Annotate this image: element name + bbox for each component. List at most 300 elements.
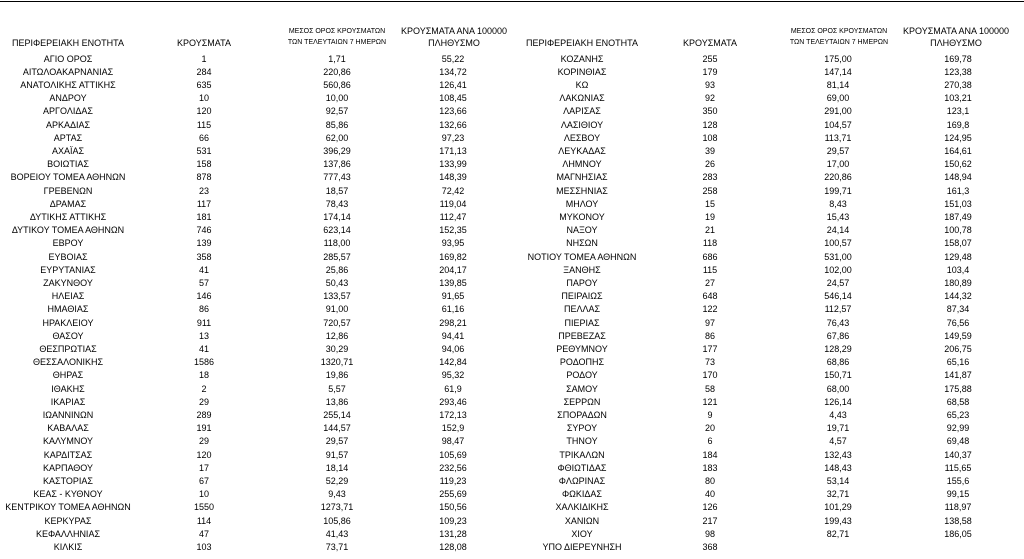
cell-left-region: ΑΙΤΩΛΟΑΚΑΡΝΑΝΙΑΣ xyxy=(22,66,114,77)
table-row xyxy=(0,264,1024,277)
cell-right-cases: 648 xyxy=(702,291,718,302)
cell-left-avg7: 18,14 xyxy=(325,462,349,473)
cell-right-cases: 6 xyxy=(707,436,713,447)
cell-right-cases: 58 xyxy=(704,383,715,394)
cell-left-avg7: 255,14 xyxy=(323,409,351,420)
cell-left-region: ΔΡΑΜΑΣ xyxy=(49,198,87,209)
cell-right-avg7: 112,57 xyxy=(824,304,852,315)
table-row xyxy=(0,185,1024,198)
cell-right-region: ΚΟΖΑΝΗΣ xyxy=(560,53,604,64)
cell-left-per100k: 169,82 xyxy=(439,251,467,262)
cell-right-cases: 179 xyxy=(702,66,718,77)
cell-left-avg7: 133,57 xyxy=(323,291,351,302)
cell-left-avg7: 720,57 xyxy=(323,317,351,328)
cell-right-region: ΡΟΔΟΥ xyxy=(566,370,598,381)
cell-right-region: ΠΕΙΡΑΙΩΣ xyxy=(561,291,603,302)
table-row xyxy=(0,409,1024,422)
cell-right-cases: 283 xyxy=(702,172,718,183)
cell-left-region: ΑΡΤΑΣ xyxy=(53,132,83,143)
cell-left-region: ΓΡΕΒΕΝΩΝ xyxy=(43,185,93,196)
cell-right-avg7: 531,00 xyxy=(824,251,852,262)
cell-right-per100k: 180,89 xyxy=(944,277,972,288)
cell-left-region: ΗΛΕΙΑΣ xyxy=(51,291,85,302)
cell-right-region: ΜΕΣΣΗΝΙΑΣ xyxy=(556,185,608,196)
cell-left-per100k: 94,41 xyxy=(441,330,465,341)
cell-right-region: ΤΡΙΚΑΛΩΝ xyxy=(559,449,605,460)
cell-left-cases: 284 xyxy=(196,66,212,77)
cell-left-avg7: 623,14 xyxy=(323,225,351,236)
cell-right-avg7: 19,71 xyxy=(826,423,850,434)
cell-right-region: ΛΑΚΩΝΙΑΣ xyxy=(559,93,605,104)
cell-left-region: ΔΥΤΙΚΗΣ ΑΤΤΙΚΗΣ xyxy=(29,211,107,222)
cell-right-per100k: 161,3 xyxy=(946,185,970,196)
cell-left-per100k: 128,08 xyxy=(439,541,467,552)
cell-right-avg7: 69,00 xyxy=(826,93,850,104)
cell-left-cases: 117 xyxy=(196,198,212,209)
cell-left-avg7: 10,00 xyxy=(325,93,349,104)
cell-right-avg7: 291,00 xyxy=(824,106,852,117)
cell-right-region: ΣΠΟΡΑΔΩΝ xyxy=(557,409,607,420)
cell-left-per100k: 123,66 xyxy=(439,106,467,117)
cell-left-per100k: 132,66 xyxy=(439,119,467,130)
cell-left-per100k: 172,13 xyxy=(439,409,467,420)
cell-left-region: ΘΕΣΣΑΛΟΝΙΚΗΣ xyxy=(32,357,104,368)
cell-right-cases: 170 xyxy=(702,370,718,381)
cell-right-cases: 217 xyxy=(702,515,718,526)
cell-right-region: ΛΕΥΚΑΔΑΣ xyxy=(558,145,606,156)
cell-left-avg7: 91,57 xyxy=(325,449,349,460)
cell-right-cases: 40 xyxy=(704,489,715,500)
cell-right-region: ΦΘΙΩΤΙΔΑΣ xyxy=(557,462,607,473)
table-row xyxy=(0,449,1024,462)
cell-left-cases: 2 xyxy=(201,383,207,394)
cell-left-avg7: 777,43 xyxy=(323,172,351,183)
table-row xyxy=(0,303,1024,316)
cell-left-avg7: 18,57 xyxy=(325,185,349,196)
cell-left-per100k: 95,32 xyxy=(441,370,465,381)
cell-left-avg7: 13,86 xyxy=(325,396,349,407)
cell-left-cases: 103 xyxy=(196,541,212,552)
cell-left-region: ΚΑΒΑΛΑΣ xyxy=(47,423,89,434)
cell-right-region: ΡΟΔΟΠΗΣ xyxy=(559,357,605,368)
header-per-left-line1: ΚΡΟΥΣΜΑΤΑ ΑΝΑ 100000 xyxy=(401,26,507,36)
cell-right-avg7: 150,71 xyxy=(824,370,852,381)
cell-left-per100k: 298,21 xyxy=(439,317,467,328)
cell-right-per100k: 169,8 xyxy=(946,119,970,130)
cell-left-per100k: 61,16 xyxy=(441,304,465,315)
cell-left-region: ΚΕΦΑΛΛΗΝΙΑΣ xyxy=(35,528,101,539)
cell-left-avg7: 285,57 xyxy=(323,251,351,262)
cell-right-per100k: 138,58 xyxy=(944,515,972,526)
cell-left-cases: 86 xyxy=(198,304,209,315)
cell-left-cases: 289 xyxy=(196,409,212,420)
table-row xyxy=(0,92,1024,105)
cell-right-per100k: 129,48 xyxy=(944,251,972,262)
cell-left-region: ΚΕΝΤΡΙΚΟΥ ΤΟΜΕΑ ΑΘΗΝΩΝ xyxy=(5,502,131,513)
cell-left-cases: 635 xyxy=(196,79,212,90)
cell-right-per100k: 270,38 xyxy=(944,79,972,90)
cell-right-avg7: 132,43 xyxy=(824,449,852,460)
cell-left-region: ΚΑΡΔΙΤΣΑΣ xyxy=(43,449,93,460)
cell-right-avg7: 15,43 xyxy=(826,211,850,222)
cell-right-per100k: 151,03 xyxy=(944,198,972,209)
cell-left-per100k: 255,69 xyxy=(439,489,467,500)
cell-left-avg7: 174,14 xyxy=(323,211,351,222)
table-row xyxy=(0,132,1024,145)
cell-left-avg7: 78,43 xyxy=(325,198,349,209)
cell-right-per100k: 115,65 xyxy=(944,462,972,473)
cell-left-cases: 158 xyxy=(196,159,212,170)
cell-left-avg7: 91,00 xyxy=(325,304,349,315)
cell-left-region: ΗΡΑΚΛΕΙΟΥ xyxy=(42,317,94,328)
cell-left-region: ΘΑΣΟΥ xyxy=(52,330,84,341)
cell-right-region: ΜΥΚΟΝΟΥ xyxy=(559,211,605,222)
cell-right-cases: 118 xyxy=(702,238,718,249)
cell-left-cases: 29 xyxy=(198,396,209,407)
cell-right-cases: 126 xyxy=(702,502,718,513)
cell-left-avg7: 25,86 xyxy=(325,264,349,275)
cell-right-region: ΠΡΕΒΕΖΑΣ xyxy=(558,330,606,341)
cell-right-avg7: 67,86 xyxy=(826,330,850,341)
cell-left-avg7: 1320,71 xyxy=(320,357,354,368)
cell-left-per100k: 93,95 xyxy=(441,238,465,249)
cell-right-region: ΝΟΤΙΟΥ ΤΟΜΕΑ ΑΘΗΝΩΝ xyxy=(527,251,637,262)
cell-left-region: ΒΟΡΕΙΟΥ ΤΟΜΕΑ ΑΘΗΝΩΝ xyxy=(10,172,126,183)
cell-right-avg7: 68,86 xyxy=(826,357,850,368)
cell-right-avg7: 113,71 xyxy=(824,132,852,143)
table-row xyxy=(0,422,1024,435)
table-row xyxy=(0,224,1024,237)
header-region-right: ΠΕΡΙΦΕΡΕΙΑΚΗ ΕΝΟΤΗΤΑ xyxy=(525,38,639,48)
cell-right-per100k: 92,99 xyxy=(946,423,970,434)
cell-left-avg7: 52,29 xyxy=(325,475,349,486)
cell-right-cases: 93 xyxy=(704,79,715,90)
cell-left-per100k: 91,65 xyxy=(441,291,465,302)
cell-left-cases: 13 xyxy=(198,330,209,341)
cell-right-avg7: 29,57 xyxy=(826,145,850,156)
cell-left-per100k: 97,23 xyxy=(441,132,465,143)
cell-right-cases: 92 xyxy=(704,93,715,104)
cell-right-region: ΧΑΛΚΙΔΙΚΗΣ xyxy=(555,502,609,513)
cell-left-avg7: 144,57 xyxy=(323,423,351,434)
cell-left-per100k: 108,45 xyxy=(439,93,467,104)
cell-left-per100k: 152,9 xyxy=(441,423,465,434)
cell-right-cases: 21 xyxy=(704,225,715,236)
cell-left-cases: 911 xyxy=(196,317,212,328)
cell-right-avg7: 101,29 xyxy=(824,502,852,513)
table-row xyxy=(0,396,1024,409)
cell-right-per100k: 169,78 xyxy=(944,53,972,64)
cell-left-region: ΚΙΛΚΙΣ xyxy=(53,541,83,552)
table-row xyxy=(0,462,1024,475)
table-row xyxy=(0,541,1024,554)
cell-left-avg7: 62,00 xyxy=(325,132,349,143)
cell-left-cases: 57 xyxy=(198,277,209,288)
cell-left-cases: 47 xyxy=(198,528,209,539)
cell-right-region: ΣΥΡΟΥ xyxy=(566,423,598,434)
cell-left-per100k: 94,06 xyxy=(441,343,465,354)
cell-right-per100k: 69,48 xyxy=(946,436,970,447)
cell-left-avg7: 1273,71 xyxy=(320,502,354,513)
cell-left-avg7: 560,86 xyxy=(323,79,351,90)
cell-left-region: ΘΕΣΠΡΩΤΙΑΣ xyxy=(39,343,97,354)
cell-left-region: ΗΜΑΘΙΑΣ xyxy=(47,304,89,315)
cell-left-region: ΕΒΡΟΥ xyxy=(52,238,84,249)
table-row xyxy=(0,251,1024,264)
cell-left-cases: 29 xyxy=(198,436,209,447)
cell-left-region: ΚΑΣΤΟΡΙΑΣ xyxy=(43,475,93,486)
table-row xyxy=(0,356,1024,369)
cell-right-region: ΦΛΩΡΙΝΑΣ xyxy=(558,475,606,486)
header-avg-left-line2: ΤΩΝ ΤΕΛΕΥΤΑΙΩΝ 7 ΗΜΕΡΩΝ xyxy=(287,39,387,46)
cell-left-avg7: 41,43 xyxy=(325,528,349,539)
cell-left-per100k: 98,47 xyxy=(441,436,465,447)
cell-right-avg7: 100,57 xyxy=(824,238,852,249)
cell-left-cases: 120 xyxy=(196,449,212,460)
cell-left-cases: 66 xyxy=(198,132,209,143)
table-row xyxy=(0,488,1024,501)
cell-right-cases: 122 xyxy=(702,304,718,315)
cell-right-cases: 121 xyxy=(702,396,718,407)
header-per-right-line2: ΠΛΗΘΥΣΜΟ xyxy=(930,38,982,48)
cell-left-cases: 358 xyxy=(196,251,212,262)
cell-right-per100k: 100,78 xyxy=(944,225,972,236)
cell-right-cases: 183 xyxy=(702,462,718,473)
cell-right-avg7: 24,14 xyxy=(826,225,850,236)
cell-left-per100k: 119,04 xyxy=(439,198,467,209)
cell-left-avg7: 105,86 xyxy=(323,515,351,526)
table-row xyxy=(0,435,1024,448)
table-row xyxy=(0,105,1024,118)
cell-right-region: ΝΗΣΩΝ xyxy=(566,238,598,249)
cell-left-region: ΕΥΡΥΤΑΝΙΑΣ xyxy=(40,264,96,275)
cell-left-avg7: 1,71 xyxy=(328,53,346,64)
cell-left-region: ΒΟΙΩΤΙΑΣ xyxy=(47,159,89,170)
cell-right-per100k: 65,23 xyxy=(946,409,970,420)
cell-right-region: ΚΟΡΙΝΘΙΑΣ xyxy=(557,66,607,77)
cell-left-avg7: 137,86 xyxy=(323,159,351,170)
cell-left-region: ΑΝΔΡΟΥ xyxy=(49,93,87,104)
cell-right-region: ΜΗΛΟΥ xyxy=(565,198,599,209)
table-row xyxy=(0,171,1024,184)
cell-left-region: ΚΕΑΣ - ΚΥΘΝΟΥ xyxy=(33,489,103,500)
cell-right-avg7: 8,43 xyxy=(829,198,847,209)
cell-right-avg7: 32,71 xyxy=(826,489,850,500)
table-row xyxy=(0,53,1024,66)
cell-right-per100k: 206,75 xyxy=(944,343,972,354)
cell-left-avg7: 9,43 xyxy=(328,489,346,500)
cell-right-per100k: 103,4 xyxy=(946,264,970,275)
cell-left-per100k: 171,13 xyxy=(439,145,467,156)
cell-right-per100k: 141,87 xyxy=(944,370,972,381)
cell-right-cases: 39 xyxy=(704,145,715,156)
cell-right-cases: 80 xyxy=(704,475,715,486)
cell-right-avg7: 17,00 xyxy=(826,159,850,170)
cell-right-region: ΠΑΡΟΥ xyxy=(566,277,598,288)
cell-left-avg7: 85,86 xyxy=(325,119,349,130)
cell-left-per100k: 126,41 xyxy=(439,79,467,90)
table-row xyxy=(0,277,1024,290)
cell-right-per100k: 148,94 xyxy=(944,172,972,183)
cell-right-avg7: 53,14 xyxy=(826,475,850,486)
cell-left-per100k: 139,85 xyxy=(439,277,467,288)
cell-right-per100k: 149,59 xyxy=(944,330,972,341)
cell-right-cases: 73 xyxy=(704,357,715,368)
cell-right-cases: 177 xyxy=(702,343,718,354)
cell-right-cases: 128 xyxy=(702,119,718,130)
cell-left-per100k: 142,84 xyxy=(439,357,467,368)
cell-right-region: ΛΕΣΒΟΥ xyxy=(563,132,601,143)
table-row xyxy=(0,369,1024,382)
cell-right-avg7: 4,43 xyxy=(829,409,847,420)
cell-right-region: ΚΩ xyxy=(575,79,589,90)
cell-right-region: ΞΑΝΘΗΣ xyxy=(563,264,601,275)
cell-left-cases: 17 xyxy=(198,462,209,473)
cell-left-per100k: 131,28 xyxy=(439,528,467,539)
cell-left-per100k: 72,42 xyxy=(441,185,465,196)
cell-left-per100k: 105,69 xyxy=(439,449,467,460)
cell-left-per100k: 119,23 xyxy=(439,475,467,486)
cell-right-region: ΛΑΣΙΘΙΟΥ xyxy=(560,119,604,130)
cell-right-per100k: 155,6 xyxy=(946,475,970,486)
cell-right-avg7: 24,57 xyxy=(826,277,850,288)
cell-left-per100k: 152,35 xyxy=(439,225,467,236)
table-row xyxy=(0,330,1024,343)
cell-right-per100k: 68,58 xyxy=(946,396,970,407)
cell-left-cases: 191 xyxy=(196,423,212,434)
cell-left-cases: 10 xyxy=(198,93,209,104)
cell-left-avg7: 19,86 xyxy=(325,370,349,381)
cell-left-per100k: 133,99 xyxy=(439,159,467,170)
cell-right-region: ΦΩΚΙΔΑΣ xyxy=(562,489,602,500)
cell-right-cases: 26 xyxy=(704,159,715,170)
table-row xyxy=(0,515,1024,528)
cell-right-cases: 97 xyxy=(704,317,715,328)
cell-right-cases: 15 xyxy=(704,198,715,209)
cell-left-cases: 139 xyxy=(196,238,212,249)
cell-left-cases: 41 xyxy=(198,343,209,354)
cell-right-cases: 258 xyxy=(702,185,718,196)
cell-right-avg7: 81,14 xyxy=(826,79,850,90)
cell-right-per100k: 123,38 xyxy=(944,66,972,77)
cell-right-avg7: 4,57 xyxy=(829,436,847,447)
cell-right-region: ΠΙΕΡΙΑΣ xyxy=(564,317,600,328)
cell-left-cases: 23 xyxy=(198,185,209,196)
table-row xyxy=(0,290,1024,303)
table-row xyxy=(0,145,1024,158)
cell-right-cases: 368 xyxy=(702,541,718,552)
table-row xyxy=(0,237,1024,250)
cell-right-per100k: 164,61 xyxy=(944,145,972,156)
cell-right-avg7: 104,57 xyxy=(824,119,852,130)
cell-right-per100k: 124,95 xyxy=(944,132,972,143)
cell-left-per100k: 55,22 xyxy=(441,53,465,64)
cell-right-per100k: 186,05 xyxy=(944,528,972,539)
cell-left-region: ΚΑΛΥΜΝΟΥ xyxy=(42,436,94,447)
cell-left-per100k: 232,56 xyxy=(439,462,467,473)
cell-left-region: ΚΕΡΚΥΡΑΣ xyxy=(44,515,92,526)
cell-left-cases: 115 xyxy=(196,119,212,130)
cell-right-per100k: 118,97 xyxy=(944,502,972,513)
cell-left-cases: 1586 xyxy=(193,357,215,368)
cell-left-region: ΙΚΑΡΙΑΣ xyxy=(50,396,86,407)
cell-left-region: ΑΧΑΪΑΣ xyxy=(51,145,85,156)
cell-left-avg7: 29,57 xyxy=(325,436,349,447)
cell-left-avg7: 50,43 xyxy=(325,277,349,288)
cell-right-per100k: 99,15 xyxy=(946,489,970,500)
cell-right-cases: 350 xyxy=(702,106,718,117)
cell-right-region: ΛΗΜΝΟΥ xyxy=(562,159,602,170)
cell-left-cases: 41 xyxy=(198,264,209,275)
cell-right-avg7: 175,00 xyxy=(824,53,852,64)
cell-right-cases: 98 xyxy=(704,528,715,539)
cell-right-region: ΣΕΡΡΩΝ xyxy=(563,396,601,407)
cell-right-avg7: 68,00 xyxy=(826,383,850,394)
cell-right-cases: 27 xyxy=(704,277,715,288)
cell-right-cases: 184 xyxy=(702,449,718,460)
cell-right-avg7: 147,14 xyxy=(824,66,852,77)
cell-right-avg7: 220,86 xyxy=(824,172,852,183)
top-border-line xyxy=(0,1,1024,2)
cell-left-region: ΙΩΑΝΝΙΝΩΝ xyxy=(42,409,94,420)
header-per-left-line2: ΠΛΗΘΥΣΜΟ xyxy=(428,38,480,48)
cell-right-cases: 686 xyxy=(702,251,718,262)
table-row xyxy=(0,211,1024,224)
header-avg-right-line2: ΤΩΝ ΤΕΛΕΥΤΑΙΩΝ 7 ΗΜΕΡΩΝ xyxy=(789,39,889,46)
cell-right-avg7: 128,29 xyxy=(824,343,852,354)
cell-left-avg7: 92,57 xyxy=(325,106,349,117)
cell-left-cases: 1550 xyxy=(193,502,215,513)
table-row xyxy=(0,66,1024,79)
cell-left-cases: 146 xyxy=(196,291,212,302)
cell-right-per100k: 76,56 xyxy=(946,317,970,328)
cell-left-region: ΑΝΑΤΟΛΙΚΗΣ ΑΤΤΙΚΗΣ xyxy=(20,79,116,90)
cell-right-avg7: 82,71 xyxy=(826,528,850,539)
cell-left-cases: 18 xyxy=(198,370,209,381)
cell-right-avg7: 199,71 xyxy=(824,185,852,196)
table-row xyxy=(0,317,1024,330)
cell-right-region: ΛΑΡΙΣΑΣ xyxy=(563,106,601,117)
cell-left-cases: 746 xyxy=(196,225,212,236)
table-row xyxy=(0,383,1024,396)
cell-left-per100k: 293,46 xyxy=(439,396,467,407)
header-region-left: ΠΕΡΙΦΕΡΕΙΑΚΗ ΕΝΟΤΗΤΑ xyxy=(11,38,125,48)
cell-right-cases: 19 xyxy=(704,211,715,222)
cell-right-avg7: 148,43 xyxy=(824,462,852,473)
cell-right-region: ΜΑΓΝΗΣΙΑΣ xyxy=(556,172,608,183)
cell-left-cases: 531 xyxy=(196,145,212,156)
cell-left-region: ΘΗΡΑΣ xyxy=(52,370,84,381)
cell-right-per100k: 144,32 xyxy=(944,291,972,302)
cell-right-region: ΤΗΝΟΥ xyxy=(566,436,598,447)
cell-right-cases: 255 xyxy=(702,53,718,64)
cell-right-avg7: 76,43 xyxy=(826,317,850,328)
cell-right-region: ΣΑΜΟΥ xyxy=(566,383,598,394)
table-row xyxy=(0,198,1024,211)
cell-left-cases: 181 xyxy=(196,211,212,222)
cell-right-per100k: 140,37 xyxy=(944,449,972,460)
cell-right-cases: 108 xyxy=(702,132,718,143)
cell-left-region: ΙΘΑΚΗΣ xyxy=(51,383,85,394)
cell-right-per100k: 175,88 xyxy=(944,383,972,394)
cell-right-avg7: 546,14 xyxy=(824,291,852,302)
cell-left-region: ΕΥΒΟΙΑΣ xyxy=(48,251,88,262)
cell-left-avg7: 396,29 xyxy=(323,145,351,156)
cell-left-per100k: 109,23 xyxy=(439,515,467,526)
cell-right-cases: 86 xyxy=(704,330,715,341)
header-cases-right: ΚΡΟΥΣΜΑΤΑ xyxy=(683,38,737,48)
cell-right-region: ΧΙΟΥ xyxy=(571,528,593,539)
